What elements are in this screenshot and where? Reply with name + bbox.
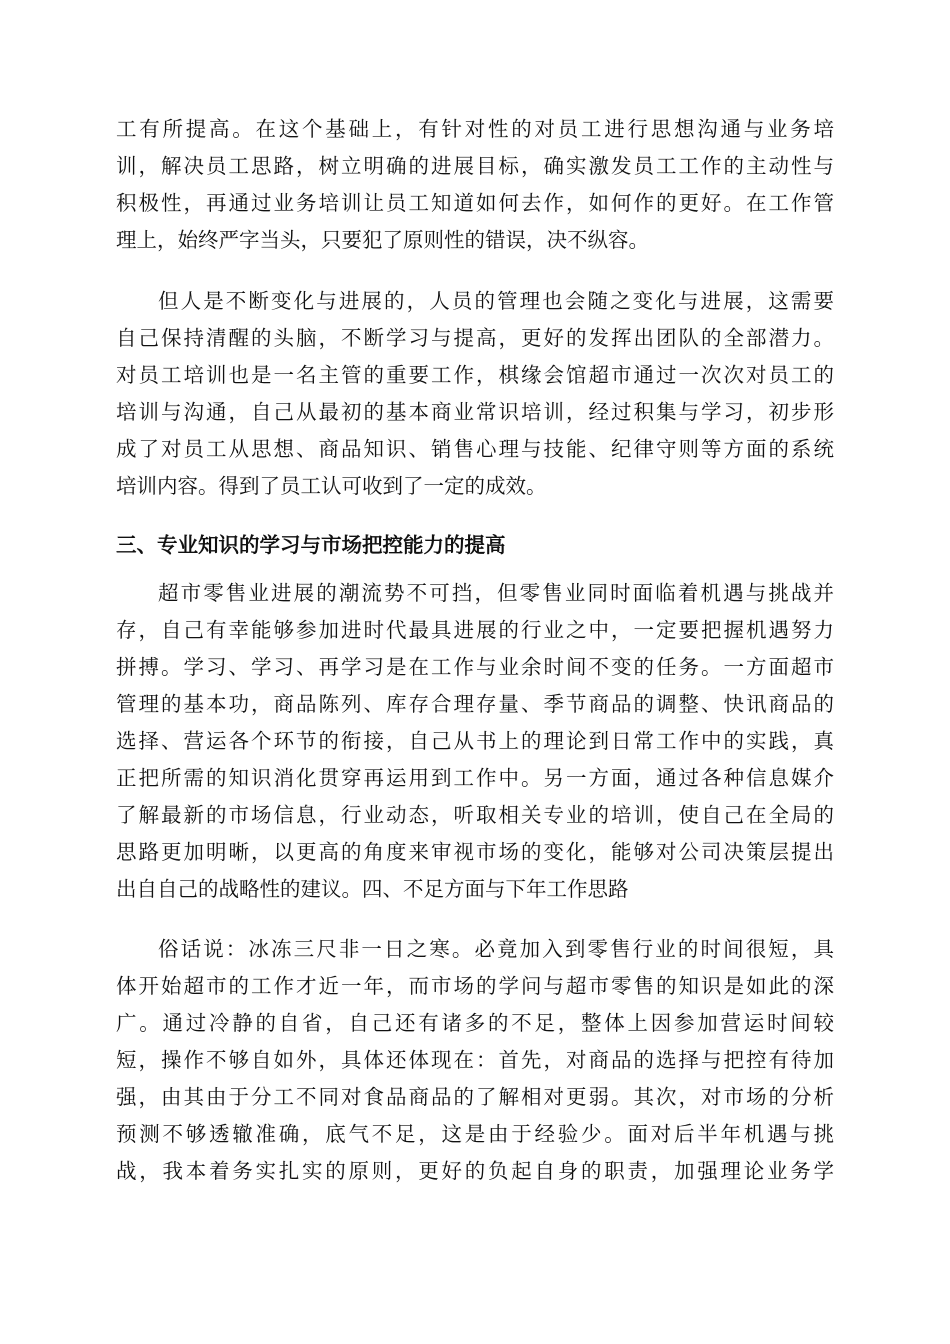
- text-line: 思路更加明晰，以更高的角度来审视市场的变化，能够对公司决策层提出: [116, 840, 834, 864]
- text-line: 出自自己的战略性的建议。四、不足方面与下年工作思路: [116, 877, 629, 901]
- text-line: 自己保持清醒的头脑，不断学习与提高，更好的发挥出团队的全部潜力。: [116, 326, 834, 350]
- text-line: 成了对员工从思想、商品知识、销售心理与技能、纪律守则等方面的系统: [116, 437, 834, 461]
- text-line: 体开始超市的工作才近一年，而市场的学问与超市零售的知识是如此的深: [116, 974, 834, 998]
- text-line: 预测不够透辙准确，底气不足，这是由于经验少。面对后半年机遇与挑: [116, 1122, 834, 1146]
- text-line: 培训与沟通，自己从最初的基本商业常识培训，经过积集与学习，初步形: [116, 400, 834, 424]
- section-heading: 三、专业知识的学习与市场把控能力的提高: [116, 533, 506, 557]
- text-line: 俗话说：冰冻三尺非一日之寒。必竟加入到零售行业的时间很短，具: [158, 937, 834, 961]
- text-line: 对员工培训也是一名主管的重要工作，棋缘会馆超市通过一次次对员工的: [116, 363, 834, 387]
- text-line: 选择、营运各个环节的衔接，自己从书上的理论到日常工作中的实践，真: [116, 729, 834, 753]
- text-line: 工有所提高。在这个基础上，有针对性的对员工进行思想沟通与业务培: [116, 117, 834, 141]
- text-line: 正把所需的知识消化贯穿再运用到工作中。另一方面，通过各种信息媒介: [116, 766, 834, 790]
- text-line: 战，我本着务实扎实的原则，更好的负起自身的职责，加强理论业务学: [116, 1159, 834, 1183]
- text-line: 积极性，再通过业务培训让员工知道如何去作，如何作的更好。在工作管: [116, 191, 834, 215]
- text-line: 拼搏。学习、学习、再学习是在工作与业余时间不变的任务。一方面超市: [116, 655, 834, 679]
- text-line: 超市零售业进展的潮流势不可挡，但零售业同时面临着机遇与挑战并: [158, 581, 834, 605]
- text-line: 培训内容。得到了员工认可收到了一定的成效。: [116, 474, 547, 498]
- text-line: 管理的基本功，商品陈列、库存合理存量、季节商品的调整、快讯商品的: [116, 692, 834, 716]
- text-line: 短，操作不够自如外，具体还体现在：首先，对商品的选择与把控有待加: [116, 1048, 834, 1072]
- text-line: 了解最新的市场信息，行业动态，听取相关专业的培训，使自己在全局的: [116, 803, 834, 827]
- text-line: 理上，始终严字当头，只要犯了原则性的错误，决不纵容。: [116, 228, 649, 252]
- text-line: 广。通过冷静的自省，自己还有诸多的不足，整体上因参加营运时间较: [116, 1011, 834, 1035]
- text-line: 但人是不断变化与进展的，人员的管理也会随之变化与进展，这需要: [158, 289, 834, 313]
- text-line: 存，自己有幸能够参加进时代最具进展的行业之中，一定要把握机遇努力: [116, 618, 834, 642]
- text-line: 强，由其由于分工不同对食品商品的了解相对更弱。其次，对市场的分析: [116, 1085, 834, 1109]
- text-line: 训，解决员工思路，树立明确的进展目标，确实激发员工工作的主动性与: [116, 154, 834, 178]
